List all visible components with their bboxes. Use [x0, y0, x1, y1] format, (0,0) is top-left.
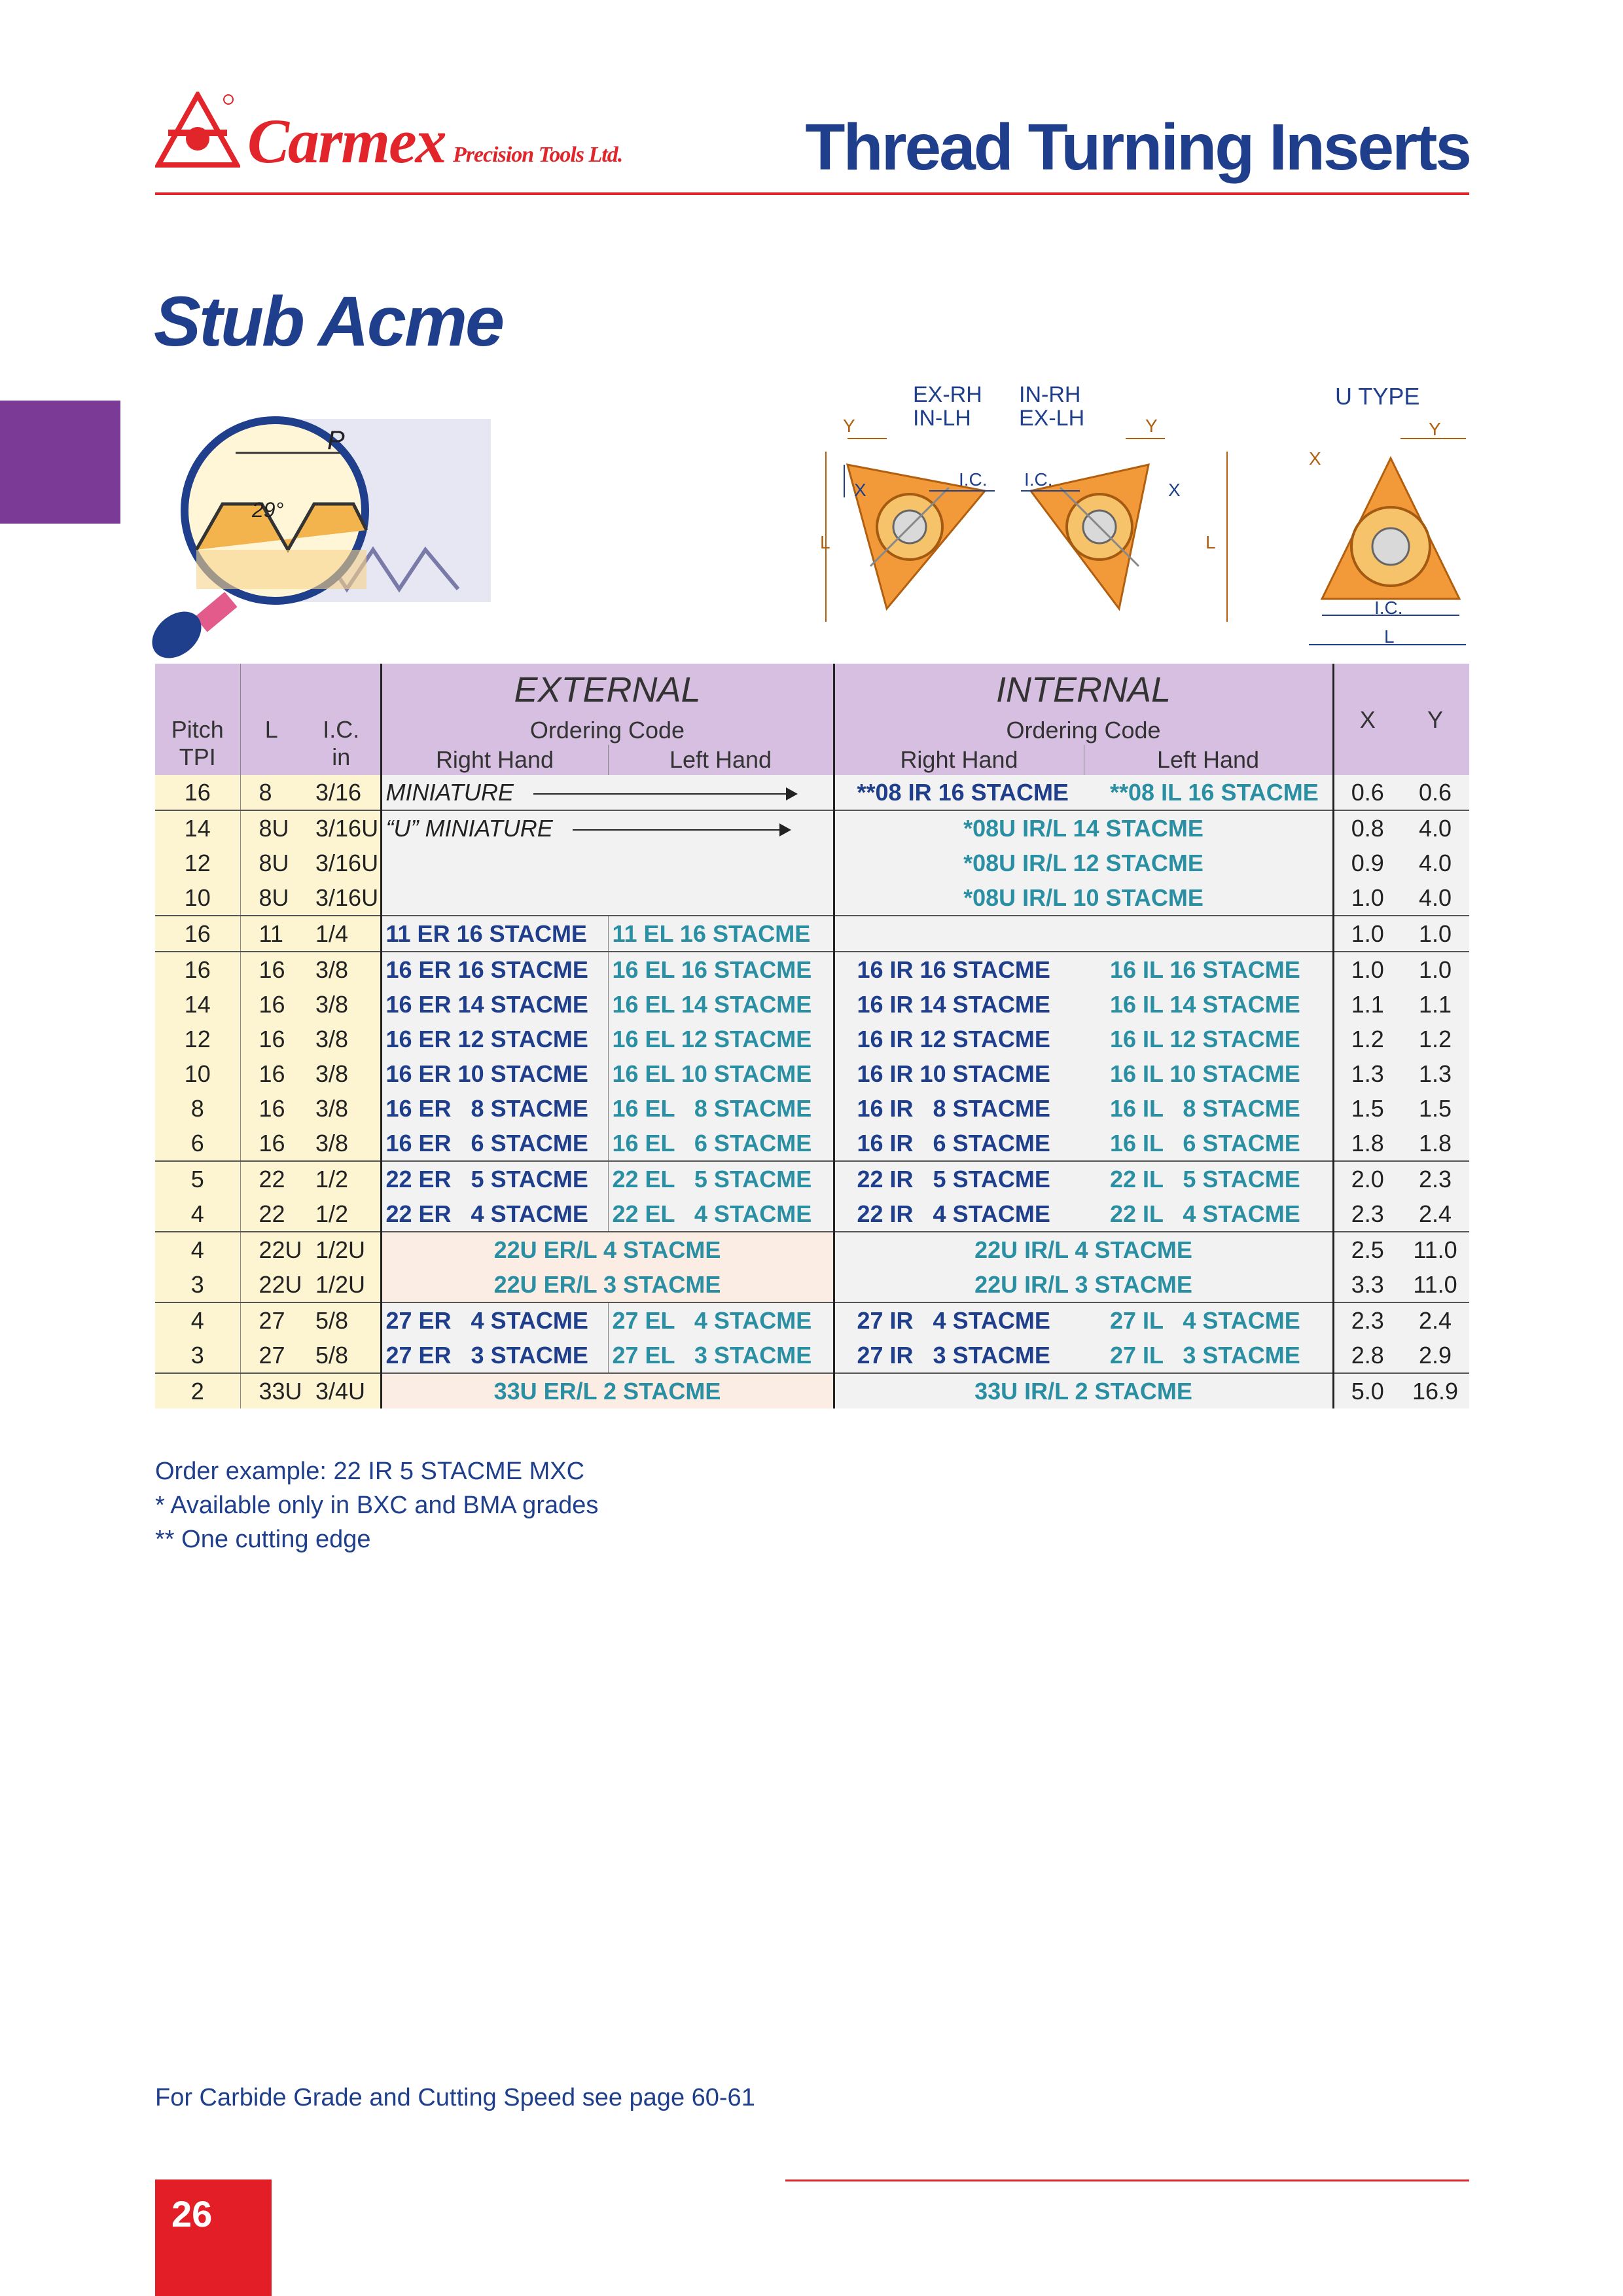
- cell-ic: 3/16: [302, 775, 381, 810]
- diagram-ic-label-3: I.C.: [1374, 598, 1403, 618]
- cell-y: 1.0: [1401, 916, 1469, 952]
- cell-ic: 3/4U: [302, 1373, 381, 1408]
- cell-int-left: 27 IL 3 STACME: [1084, 1338, 1333, 1373]
- cell-tpi: 16: [155, 952, 240, 987]
- cell-y: 1.2: [1401, 1022, 1469, 1056]
- cell-l: 11: [240, 916, 302, 952]
- cell-l: 16: [240, 1022, 302, 1056]
- table-row: [155, 1373, 1469, 1408]
- arrow-right-icon: [533, 793, 795, 795]
- table-row: [155, 1302, 1469, 1338]
- miniature-label: [381, 775, 834, 810]
- cell-int-left: 16 IL 14 STACME: [1084, 987, 1333, 1022]
- cell-x: 1.0: [1333, 952, 1401, 987]
- cell-x: 1.3: [1333, 1056, 1401, 1091]
- header-internal: INTERNAL: [834, 664, 1333, 716]
- cell-l: 27: [240, 1302, 302, 1338]
- cell-ic: 3/8: [302, 1091, 381, 1126]
- cell-x: 5.0: [1333, 1373, 1401, 1408]
- diagram-ic-label-2: I.C.: [1024, 469, 1053, 490]
- cell-y: 16.9: [1401, 1373, 1469, 1408]
- cell-int-right: 27 IR 4 STACME: [834, 1302, 1084, 1338]
- cell-int-left: 16 IL 8 STACME: [1084, 1091, 1333, 1126]
- cell-y: 4.0: [1401, 846, 1469, 880]
- cell-ext-right: 16 ER 16 STACME: [381, 952, 608, 987]
- header-ic: I.C. in: [302, 664, 381, 775]
- cell-int-right: 27 IR 3 STACME: [834, 1338, 1084, 1373]
- cell-x: 0.9: [1333, 846, 1401, 880]
- cell-ext-combined: 33U ER/L 2 STACME: [381, 1373, 834, 1408]
- diagram-y-label-2: Y: [1145, 416, 1158, 436]
- diagram-l-label-1: L: [820, 532, 830, 552]
- cell-ext-left: 11 EL 16 STACME: [608, 916, 834, 952]
- cell-ext-left: 16 EL 14 STACME: [608, 987, 834, 1022]
- cell-x: 1.8: [1333, 1126, 1401, 1161]
- cell-x: 2.3: [1333, 1302, 1401, 1338]
- cell-int-combined: 22U IR/L 3 STACME: [834, 1267, 1333, 1302]
- cell-int-left: 22 IL 5 STACME: [1084, 1161, 1333, 1196]
- page-title: Thread Turning Inserts: [805, 111, 1470, 184]
- cell-tpi: 12: [155, 1022, 240, 1056]
- cell-tpi: 14: [155, 987, 240, 1022]
- cell-l: 16: [240, 1091, 302, 1126]
- cell-y: 0.6: [1401, 775, 1469, 810]
- cell-ic: 5/8: [302, 1302, 381, 1338]
- cell-int-left: 16 IL 6 STACME: [1084, 1126, 1333, 1161]
- header-int-right-hand: Right Hand: [834, 745, 1084, 775]
- cell-ext-left: 16 EL 6 STACME: [608, 1126, 834, 1161]
- cell-int-left: 16 IL 16 STACME: [1084, 952, 1333, 987]
- cell-ext-left: 16 EL 12 STACME: [608, 1022, 834, 1056]
- cell-int-left: [1084, 916, 1333, 952]
- section-side-tab: [0, 401, 120, 524]
- cell-ext-left: 27 EL 4 STACME: [608, 1302, 834, 1338]
- profile-pitch-label: P: [327, 426, 345, 455]
- diagram-y-label-3: Y: [1429, 419, 1441, 439]
- header-x: X: [1333, 664, 1401, 775]
- footer-note: For Carbide Grade and Cutting Speed see page 60-61: [155, 2084, 755, 2111]
- diagram-utype-label: U TYPE: [1335, 383, 1420, 410]
- cell-y: 1.0: [1401, 952, 1469, 987]
- cell-ext-right: 16 ER 8 STACME: [381, 1091, 608, 1126]
- cell-int-right: 16 IR 14 STACME: [834, 987, 1084, 1022]
- table-row: [155, 810, 1469, 846]
- cell-y: 2.9: [1401, 1338, 1469, 1373]
- carmex-logo-icon: [155, 92, 240, 170]
- company-subtitle: Precision Tools Ltd.: [453, 143, 623, 167]
- cell-ext-right: 16 ER 14 STACME: [381, 987, 608, 1022]
- cell-ext-combined: 22U ER/L 3 STACME: [381, 1267, 834, 1302]
- cell-int-combined: *08U IR/L 10 STACME: [834, 880, 1333, 916]
- cell-x: 2.3: [1333, 1196, 1401, 1232]
- cell-y: 1.1: [1401, 987, 1469, 1022]
- notes: [155, 1454, 598, 1556]
- table-row: [155, 1022, 1469, 1056]
- insert-diagrams-icon: [772, 412, 1472, 655]
- cell-x: 1.0: [1333, 880, 1401, 916]
- cell-int-left: 27 IL 4 STACME: [1084, 1302, 1333, 1338]
- cell-ic: 5/8: [302, 1338, 381, 1373]
- cell-int-combined: *08U IR/L 12 STACME: [834, 846, 1333, 880]
- cell-y: 4.0: [1401, 880, 1469, 916]
- cell-tpi: 16: [155, 916, 240, 952]
- cell-l: 8: [240, 775, 302, 810]
- header-ext-left-hand: Left Hand: [608, 745, 834, 775]
- header-divider: [155, 192, 1469, 195]
- diagram-l-label-2: L: [1205, 532, 1216, 552]
- cell-l: 16: [240, 1126, 302, 1161]
- cell-ext-right: 11 ER 16 STACME: [381, 916, 608, 952]
- header-int-ordering-code: Ordering Code: [834, 716, 1333, 745]
- cell-ext-right: 27 ER 3 STACME: [381, 1338, 608, 1373]
- cell-x: 1.2: [1333, 1022, 1401, 1056]
- table-row: [155, 1338, 1469, 1373]
- cell-ext-left: 16 EL 10 STACME: [608, 1056, 834, 1091]
- cell-int-left: 22 IL 4 STACME: [1084, 1196, 1333, 1232]
- company-name: Carmex: [247, 106, 446, 176]
- cell-tpi: 4: [155, 1232, 240, 1267]
- table-row: [155, 1196, 1469, 1232]
- note-grades: * Available only in BXC and BMA grades: [155, 1492, 599, 1519]
- cell-l: 8U: [240, 846, 302, 880]
- cell-x: 1.5: [1333, 1091, 1401, 1126]
- note-cutting-edge: ** One cutting edge: [155, 1526, 371, 1553]
- cell-ic: 3/8: [302, 1022, 381, 1056]
- diagram-x-label-1: X: [854, 480, 866, 500]
- cell-int-right: **08 IR 16 STACME: [834, 775, 1084, 810]
- diagram-inrh-labels: IN-RH EX-LH: [1019, 382, 1085, 431]
- magnifier-thread-profile-icon: [151, 393, 497, 661]
- cell-ext-right: 22 ER 4 STACME: [381, 1196, 608, 1232]
- cell-ic: 3/8: [302, 952, 381, 987]
- cell-int-right: [834, 916, 1084, 952]
- cell-ext-right: 27 ER 4 STACME: [381, 1302, 608, 1338]
- cell-tpi: 4: [155, 1196, 240, 1232]
- cell-ext-combined: 22U ER/L 4 STACME: [381, 1232, 834, 1267]
- cell-ext-left: 22 EL 5 STACME: [608, 1161, 834, 1196]
- cell-int-right: 22 IR 5 STACME: [834, 1161, 1084, 1196]
- cell-ic: 1/2: [302, 1196, 381, 1232]
- cell-tpi: 14: [155, 810, 240, 846]
- cell-tpi: 5: [155, 1161, 240, 1196]
- cell-tpi: 2: [155, 1373, 240, 1408]
- cell-l: 27: [240, 1338, 302, 1373]
- cell-x: 0.6: [1333, 775, 1401, 810]
- cell-x: 2.8: [1333, 1338, 1401, 1373]
- cell-y: 2.4: [1401, 1302, 1469, 1338]
- cell-ext-left: 16 EL 16 STACME: [608, 952, 834, 987]
- cell-tpi: 8: [155, 1091, 240, 1126]
- table-row: [155, 1056, 1469, 1091]
- cell-int-right: 16 IR 8 STACME: [834, 1091, 1084, 1126]
- cell-y: 1.3: [1401, 1056, 1469, 1091]
- u-miniature-text: “U” MINIATURE: [385, 815, 553, 842]
- cell-ext-left: 22 EL 4 STACME: [608, 1196, 834, 1232]
- cell-y: 2.4: [1401, 1196, 1469, 1232]
- page-number: 26: [171, 2193, 213, 2234]
- cell-int-right: 16 IR 12 STACME: [834, 1022, 1084, 1056]
- u-miniature-label: [381, 810, 834, 916]
- cell-y: 1.5: [1401, 1091, 1469, 1126]
- cell-ic: 3/16U: [302, 880, 381, 916]
- cell-ic: 3/16U: [302, 846, 381, 880]
- cell-l: 33U: [240, 1373, 302, 1408]
- cell-x: 2.0: [1333, 1161, 1401, 1196]
- cell-ic: 1/2: [302, 1161, 381, 1196]
- cell-x: 2.5: [1333, 1232, 1401, 1267]
- cell-tpi: 12: [155, 846, 240, 880]
- header-l: L: [240, 664, 302, 775]
- cell-ic: 1/4: [302, 916, 381, 952]
- cell-ext-left: 27 EL 3 STACME: [608, 1338, 834, 1373]
- cell-l: 22: [240, 1161, 302, 1196]
- cell-ic: 3/8: [302, 1126, 381, 1161]
- section-title: Stub Acme: [154, 281, 503, 361]
- cell-tpi: 10: [155, 880, 240, 916]
- cell-ic: 1/2U: [302, 1267, 381, 1302]
- cell-x: 0.8: [1333, 810, 1401, 846]
- arrow-right-icon: [573, 829, 789, 831]
- cell-x: 1.0: [1333, 916, 1401, 952]
- header-ext-ordering-code: Ordering Code: [381, 716, 834, 745]
- table-row: [155, 1232, 1469, 1267]
- cell-y: 1.8: [1401, 1126, 1469, 1161]
- cell-int-right: 16 IR 6 STACME: [834, 1126, 1084, 1161]
- header-int-left-hand: Left Hand: [1084, 745, 1333, 775]
- miniature-text: MINIATURE: [385, 779, 514, 806]
- cell-ic: 3/16U: [302, 810, 381, 846]
- cell-tpi: 3: [155, 1267, 240, 1302]
- cell-int-left: 16 IL 10 STACME: [1084, 1056, 1333, 1091]
- cell-int-right: 16 IR 10 STACME: [834, 1056, 1084, 1091]
- cell-tpi: 4: [155, 1302, 240, 1338]
- table-row: [155, 987, 1469, 1022]
- cell-int-combined: 22U IR/L 4 STACME: [834, 1232, 1333, 1267]
- cell-ext-right: 16 ER 10 STACME: [381, 1056, 608, 1091]
- diagram-x-label-2: X: [1168, 480, 1181, 500]
- footer-divider: [785, 2179, 1469, 2181]
- cell-ic: 3/8: [302, 1056, 381, 1091]
- diagram-exrh-labels: EX-RH IN-LH: [913, 382, 982, 431]
- cell-tpi: 6: [155, 1126, 240, 1161]
- cell-ext-right: 16 ER 6 STACME: [381, 1126, 608, 1161]
- cell-ext-right: 16 ER 12 STACME: [381, 1022, 608, 1056]
- cell-tpi: 16: [155, 775, 240, 810]
- cell-ic: 1/2U: [302, 1232, 381, 1267]
- cell-tpi: 3: [155, 1338, 240, 1373]
- cell-y: 11.0: [1401, 1232, 1469, 1267]
- table-row: [155, 1091, 1469, 1126]
- order-example: Order example: 22 IR 5 STACME MXC: [155, 1458, 585, 1485]
- cell-ext-right: 22 ER 5 STACME: [381, 1161, 608, 1196]
- cell-ext-left: 16 EL 8 STACME: [608, 1091, 834, 1126]
- cell-l: 22U: [240, 1232, 302, 1267]
- cell-y: 2.3: [1401, 1161, 1469, 1196]
- cell-l: 22: [240, 1196, 302, 1232]
- cell-int-left: 16 IL 12 STACME: [1084, 1022, 1333, 1056]
- cell-tpi: 10: [155, 1056, 240, 1091]
- cell-y: 11.0: [1401, 1267, 1469, 1302]
- header-ext-right-hand: Right Hand: [381, 745, 608, 775]
- header-external: EXTERNAL: [381, 664, 834, 716]
- table-row: [155, 1126, 1469, 1161]
- cell-int-left: **08 IL 16 STACME: [1084, 775, 1333, 810]
- table-row: [155, 1267, 1469, 1302]
- table-row: [155, 1161, 1469, 1196]
- cell-x: 3.3: [1333, 1267, 1401, 1302]
- diagram-ic-label-1: I.C.: [959, 469, 988, 490]
- cell-l: 16: [240, 952, 302, 987]
- cell-int-combined: 33U IR/L 2 STACME: [834, 1373, 1333, 1408]
- diagram-y-label-1: Y: [843, 416, 855, 436]
- diagram-x-label-3: X: [1309, 448, 1321, 469]
- cell-l: 22U: [240, 1267, 302, 1302]
- cell-l: 16: [240, 1056, 302, 1091]
- cell-x: 1.1: [1333, 987, 1401, 1022]
- spec-table: [155, 664, 1469, 1408]
- cell-l: 8U: [240, 880, 302, 916]
- header-y: Y: [1401, 664, 1469, 775]
- table-row: [155, 952, 1469, 987]
- header-pitch: Pitch TPI: [155, 664, 240, 775]
- cell-ic: 3/8: [302, 987, 381, 1022]
- profile-angle-label: 29°: [252, 498, 284, 522]
- table-row: [155, 916, 1469, 952]
- cell-int-right: 16 IR 16 STACME: [834, 952, 1084, 987]
- cell-int-combined: *08U IR/L 14 STACME: [834, 810, 1333, 846]
- cell-l: 16: [240, 987, 302, 1022]
- table-row: [155, 775, 1469, 810]
- cell-l: 8U: [240, 810, 302, 846]
- cell-y: 4.0: [1401, 810, 1469, 846]
- diagram-l-label-3: L: [1384, 626, 1395, 647]
- cell-int-right: 22 IR 4 STACME: [834, 1196, 1084, 1232]
